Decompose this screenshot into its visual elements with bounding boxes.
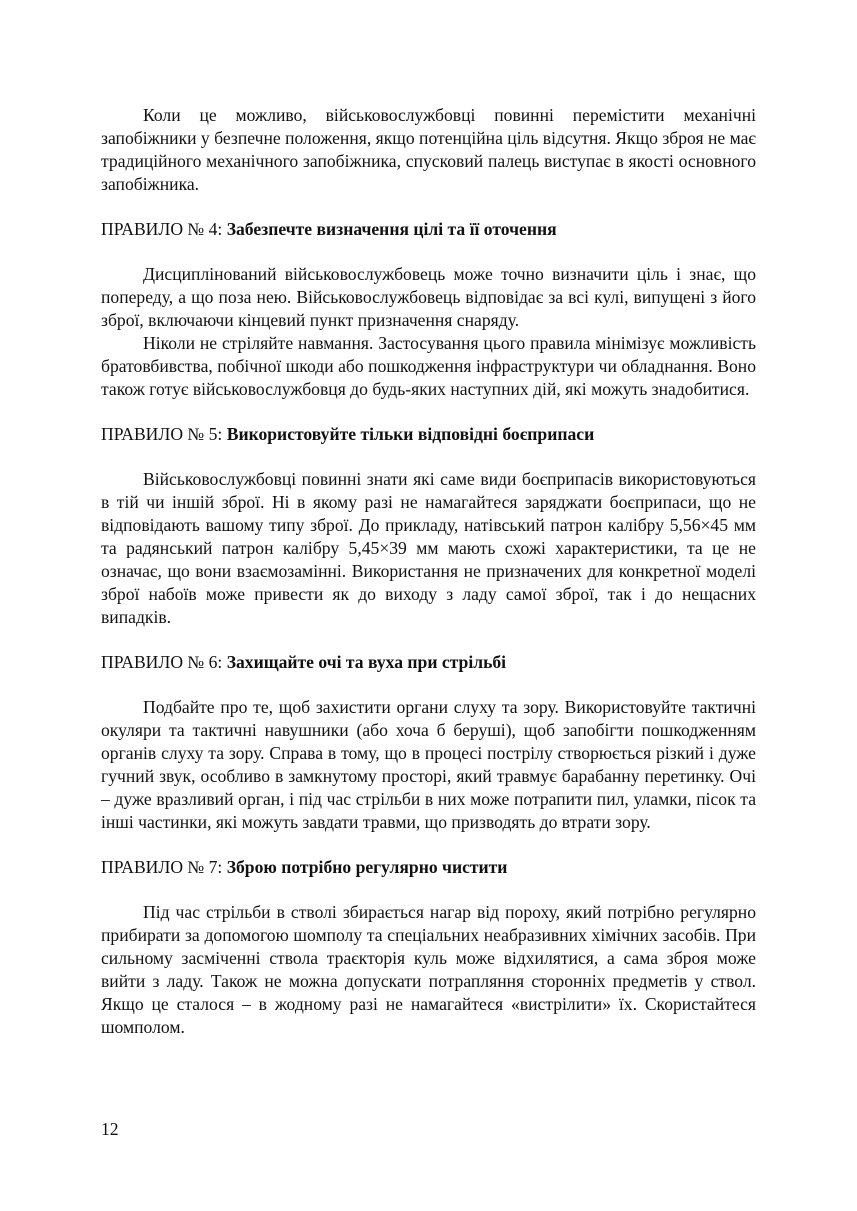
rule-7-heading — [101, 856, 756, 879]
rule-5-heading — [101, 423, 756, 446]
rule-4-title: Забезпечте визначення цілі та її оточення — [226, 219, 557, 239]
paragraph-eye-ear-protection: Подбайте про те, щоб захистити органи слуху та зору. Використовуйте тактичні окуляри та тактичні навушники (або хоча б беруші), щоб запобігти пошкодженням органів слуху та зору. Справа в тому, що в процесі пострілу створюється різкий і дуже гучний звук, особливо в замкнутому просторі, який травмує барабанну перетинку. Очі – дуже вразливий орган, і під час стрільби в них може потрапити пил, уламки, пісок та інші частинки, які можуть завдати травми, що призводять до втрати зору. — [101, 697, 756, 832]
paragraph-ammunition: Військовослужбовці повинні знати які саме види боєприпасів використовуються в тій чи іншій зброї. Ні в якому разі не намагайтеся заряджати боєприпаси, що не відповідають вашому типу зброї. До прикладу, натівський патрон калібру 5,56×45 мм та радянський патрон калібру 5,45×39 мм мають схожі характеристики, та це не означає, що вони взаємозамінні. Використання не призначених для конкретної моделі зброї набоїв може привести як до виходу з ладу самої зброї, так і до нещасних випадків. — [101, 469, 756, 627]
rule-6-heading — [101, 651, 756, 674]
paragraph-target-identification: Дисциплінований військовослужбовець може точно визначити ціль і знає, що попереду, а що поза нею. Військовослужбовець відповідає за всі кулі, випущені з його зброї, включаючи кінцевий пункт призначення снаряду. — [101, 264, 756, 330]
paragraph-safety-mechanisms: Коли це можливо, військовослужбовці повинні перемістити механічні запобіжники у безпечне положення, якщо потенційна ціль відсутня. Якщо зброя не має традиційного механічного запобіжника, спусковий палець виступає в якості основного запобіжника. — [101, 105, 756, 194]
rule-7-title: Зброю потрібно регулярно чистити — [226, 857, 508, 877]
paragraph-weapon-cleaning: Під час стрільби в стволі збирається нагар від пороху, який потрібно регулярно прибирати за допомогою шомполу та спеціальних неабразивних хімічних засобів. При сильному засміченні ствола траєкторія куль може відхилятися, а сама зброя може вийти з ладу. Також не можна допускати потрапляння сторонніх предметів у ствол. Якщо це сталося – в жодному разі не намагайтеся «вистрілити» їх. Скористайтеся шомполом. — [101, 902, 756, 1037]
rule-5-prefix: ПРАВИЛО № 5: — [101, 424, 227, 444]
rule-6-title: Захищайте очі та вуха при стрільбі — [226, 652, 507, 672]
rule-4-heading — [101, 218, 756, 241]
paragraph-never-shoot-blindly: Ніколи не стріляйте навмання. Застосування цього правила мінімізує можливість братовбивства, побічної шкоди або пошкодження інфраструктури чи обладнання. Воно також готує військовослужбовця до будь-яких наступних дій, які можуть знадобитися. — [101, 333, 756, 399]
document-page — [101, 104, 756, 1039]
rule-7-prefix: ПРАВИЛО № 7: — [101, 857, 227, 877]
page-number: 12 — [101, 1119, 119, 1139]
rule-6-prefix: ПРАВИЛО № 6: — [101, 652, 227, 672]
rule-4-prefix: ПРАВИЛО № 4: — [101, 219, 227, 239]
rule-5-title: Використовуйте тільки відповідні боєприпаси — [226, 424, 595, 444]
